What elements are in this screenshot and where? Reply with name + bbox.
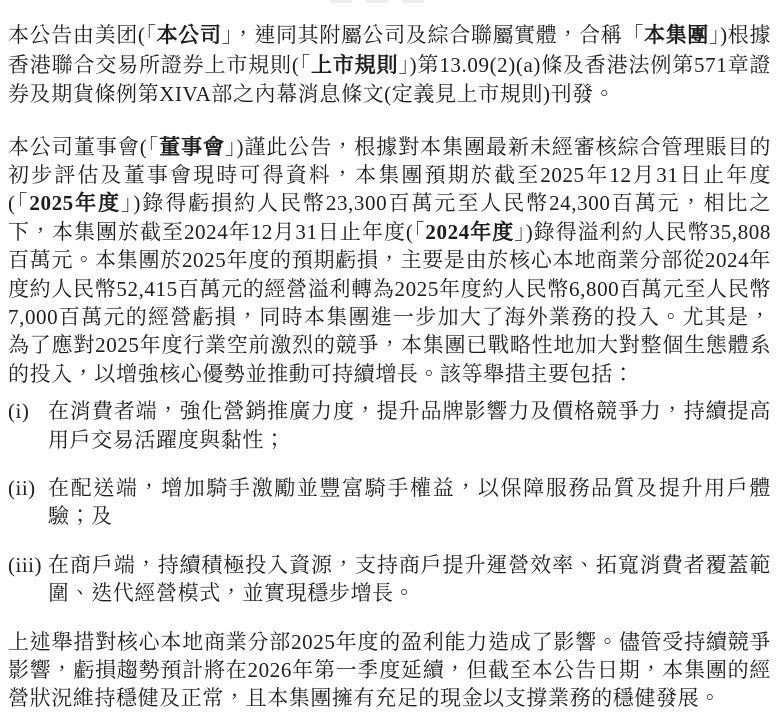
intro-text-1: 本公告由美团(「 [8, 23, 157, 47]
warning-text-1: 本公司董事會(「 [8, 134, 160, 159]
list-text-consumer: 在消費者端，強化營銷推廣力度，提升品牌影響力及價格競爭力，持續提高用戶交易活躍度與黏性； [48, 399, 771, 452]
list-item-merchant [8, 551, 771, 608]
defined-term-fy2024: 2024年度 [425, 219, 515, 244]
defined-term-group: 本集團 [644, 23, 709, 47]
remnant-mark [330, 0, 352, 3]
closing-text: 上述舉措對核心本地商業分部2025年度的盈利能力造成了影響。儘管受持續競爭影響，虧損趨勢預計將在2026年第一季度延續，但截至本公告日期，本集團的經營狀況維持穩健及正常，且本集團擁有充足的現金以支撐業務的穩健發展。 [8, 629, 771, 711]
list-text-delivery: 在配送端，增加騎手激勵並豐富騎手權益，以保障服務品質及提升用戶體驗；及 [48, 475, 771, 529]
list-marker-ii: (ii) [8, 475, 36, 500]
profit-warning-paragraph [8, 133, 771, 389]
closing-paragraph [8, 628, 771, 713]
list-item-delivery [8, 474, 771, 531]
warning-text-4: 」)錄得溢利約人民幣35,808百萬元。本集團於2025年度的預期虧損，主要是由於核心本地商業分部從2024年度約人民幣52,415百萬元的經營溢利轉為2025年度約人民幣6,800百萬元至人民幣7,000百萬元的經營虧損，同時本集團進一步加大了海外業務的投入。尤其是，為了應對2025年度行業空前激烈的競爭，本集團已戰略性地加大對整個生態體系的投入，以增強核心優勢並推動可持續增長。該等舉措主要包括： [8, 219, 771, 386]
remnant-mark [366, 0, 388, 3]
list-text-merchant: 在商戶端，持續積極投入資源，支持商戶提升運營效率、拓寬消費者覆蓋範圍、迭代經營模式，並實現穩步增長。 [48, 552, 771, 606]
cropped-text-remnant [330, 0, 470, 3]
warning-text-2: 」)謹此公告，根據對本集團最新未經審核綜合管理賬目的初步評估及董事會現時可得資料，本集團預期於截至2025年12月31日止年度(「 [8, 134, 771, 216]
remnant-mark [402, 0, 424, 3]
list-marker-iii: (iii) [8, 552, 42, 577]
warning-text-3: 」)錄得虧損約人民幣23,300百萬元至人民幣24,300百萬元，相比之下，本集團於截至2024年12月31日止年度(「 [8, 191, 771, 244]
intro-text-4: 」)第13.09(2)(a)條及香港法例第571章證券及期貨條例第XIVA部之內幕消息條文(定義見上市規則)刊發。 [8, 52, 772, 106]
defined-term-fy2025: 2025年度 [29, 191, 121, 216]
defined-term-company: 本公司 [156, 23, 222, 47]
list-marker-i: (i) [8, 399, 30, 424]
intro-text-2: 」，連同其附屬公司及綜合聯屬實體，合稱「 [221, 23, 644, 47]
list-item-consumer [8, 397, 771, 454]
defined-term-listing-rules: 上市規則 [311, 52, 399, 77]
intro-text-3: 」)根據香港聯合交易所證券上市規則(「 [8, 23, 771, 77]
intro-paragraph [8, 21, 771, 110]
defined-term-board: 董事會 [159, 134, 226, 159]
